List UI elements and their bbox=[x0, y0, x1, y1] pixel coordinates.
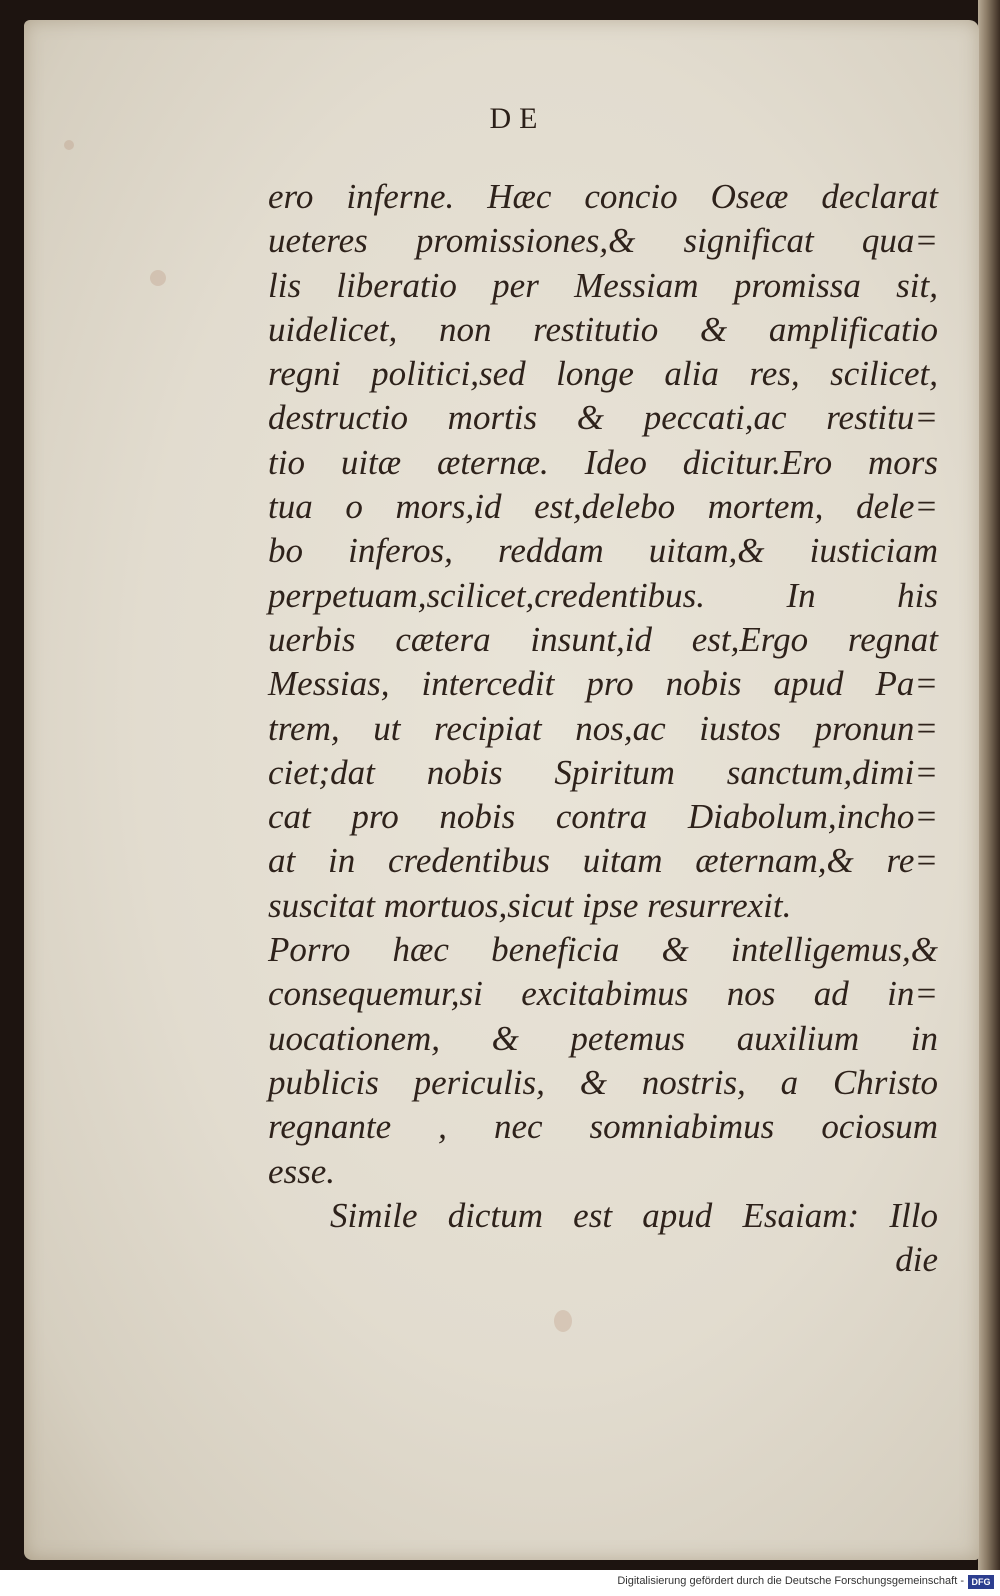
text-line: Messias, intercedit pro nobis apud Pa= bbox=[268, 664, 938, 704]
catchword: die bbox=[895, 1240, 938, 1280]
text-line: at in credentibus uitam æternam,& re= bbox=[268, 841, 938, 881]
text-line: suscitat mortuos,sicut ipse resurrexit. bbox=[268, 885, 792, 925]
foxing-stain bbox=[554, 1310, 572, 1332]
page-edge bbox=[978, 0, 1000, 1570]
text-line: regnante , nec somniabimus ociosum bbox=[268, 1107, 938, 1147]
dfg-logo-icon: DFG bbox=[968, 1575, 994, 1589]
text-line: ero inferne. Hæc concio Oseæ declarat bbox=[268, 177, 938, 216]
footer-bar bbox=[0, 1570, 1000, 1596]
text-line: regni politici,sed longe alia res, scilicet, bbox=[268, 354, 938, 394]
text-line: esse. bbox=[268, 1151, 336, 1191]
text-line: trem, ut recipiat nos,ac iustos pronun= bbox=[268, 708, 938, 748]
text-line: ciet;dat nobis Spiritum sanctum,dimi= bbox=[268, 752, 938, 792]
foxing-stain bbox=[150, 270, 166, 286]
text-line: Porro hæc beneficia & intelligemus,& bbox=[268, 930, 938, 970]
text-line: Simile dictum est apud Esaiam: Illo bbox=[330, 1195, 938, 1235]
text-line: destructio mortis & peccati,ac restitu= bbox=[268, 398, 938, 438]
text-line: ueteres promissiones,& significat qua= bbox=[268, 221, 938, 261]
digitization-credit: Digitalisierung gefördert durch die Deutsche Forschungsgemeinschaft - bbox=[617, 1575, 964, 1587]
running-head: DE bbox=[489, 102, 546, 135]
text-line: cat pro nobis contra Diabolum,incho= bbox=[268, 797, 938, 837]
foxing-stain bbox=[64, 140, 74, 150]
text-line: tua o mors,id est,delebo mortem, dele= bbox=[268, 487, 938, 527]
text-line: lis liberatio per Messiam promissa sit, bbox=[268, 265, 938, 305]
text-line: uocationem, & petemus auxilium in bbox=[268, 1018, 938, 1058]
text-line: consequemur,si excitabimus nos ad in= bbox=[268, 974, 938, 1014]
text-line: bo inferos, reddam uitam,& iusticiam bbox=[268, 531, 938, 571]
text-line: publicis periculis, & nostris, a Christo bbox=[268, 1062, 938, 1102]
paper-page bbox=[24, 20, 979, 1560]
text-line: uidelicet, non restitutio & amplificatio bbox=[268, 309, 938, 349]
text-line: perpetuam,scilicet,credentibus. In his bbox=[268, 575, 938, 615]
body-text bbox=[268, 175, 968, 1282]
text-line: tio uitæ æternæ. Ideo dicitur.Ero mors bbox=[268, 442, 938, 482]
text-line: uerbis cætera insunt,id est,Ergo regnat bbox=[268, 619, 938, 659]
